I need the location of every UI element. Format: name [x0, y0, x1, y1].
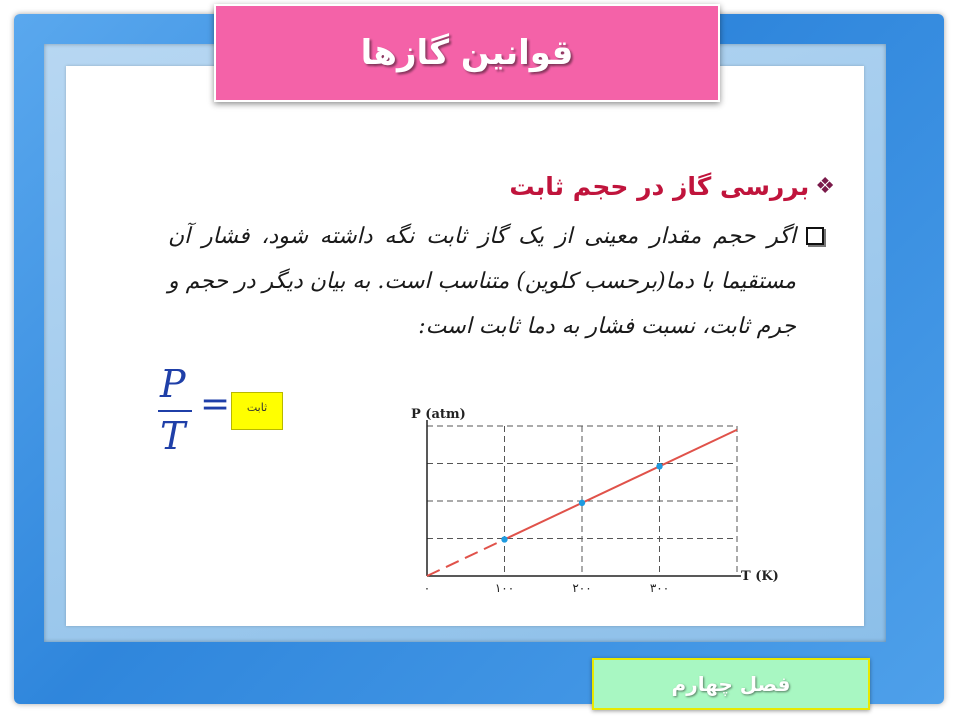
x-axis-label: T (K) — [741, 569, 779, 584]
chapter-footer — [592, 658, 870, 710]
chapter-label: فصل چهارم — [671, 672, 791, 696]
slide-title: قوانین گازها — [360, 33, 574, 73]
diamond-bullet-icon: ❖ — [815, 174, 835, 199]
data-point — [579, 500, 585, 506]
title-banner — [214, 4, 720, 102]
x-tick-label: ۲۰۰ — [572, 581, 592, 595]
chart-line-dashed — [427, 539, 505, 576]
checkbox-bullet-icon — [806, 227, 824, 245]
section-heading — [509, 172, 835, 201]
x-tick-label: ۱۰۰ — [494, 581, 515, 595]
formula-numerator: P — [160, 362, 186, 406]
chart-axes — [427, 420, 741, 576]
formula — [150, 362, 230, 462]
formula-denominator: T — [160, 414, 186, 458]
data-point — [656, 463, 662, 469]
fraction-bar — [158, 410, 192, 412]
heading-text: بررسی گاز در حجم ثابت — [509, 172, 810, 201]
formula-equals: = — [200, 384, 231, 425]
pressure-temperature-chart — [405, 398, 795, 598]
body-paragraph: اگر حجم مقدار معینی از یک گاز ثابت نگه داشته شود، فشار آن مستقیما با دما(برحسب کلوین) متناسب است. به بیان دیگر در حجم و جرم ثابت، نسبت فشار به دما ثابت است: — [168, 224, 796, 339]
constant-label: ثابت — [231, 392, 283, 430]
x-tick-label: ۳۰۰ — [649, 581, 670, 595]
data-point — [501, 536, 507, 542]
x-tick-label: ۰ — [423, 581, 431, 595]
chart-line-solid — [505, 430, 738, 540]
y-axis-label: P (atm) — [411, 407, 466, 422]
